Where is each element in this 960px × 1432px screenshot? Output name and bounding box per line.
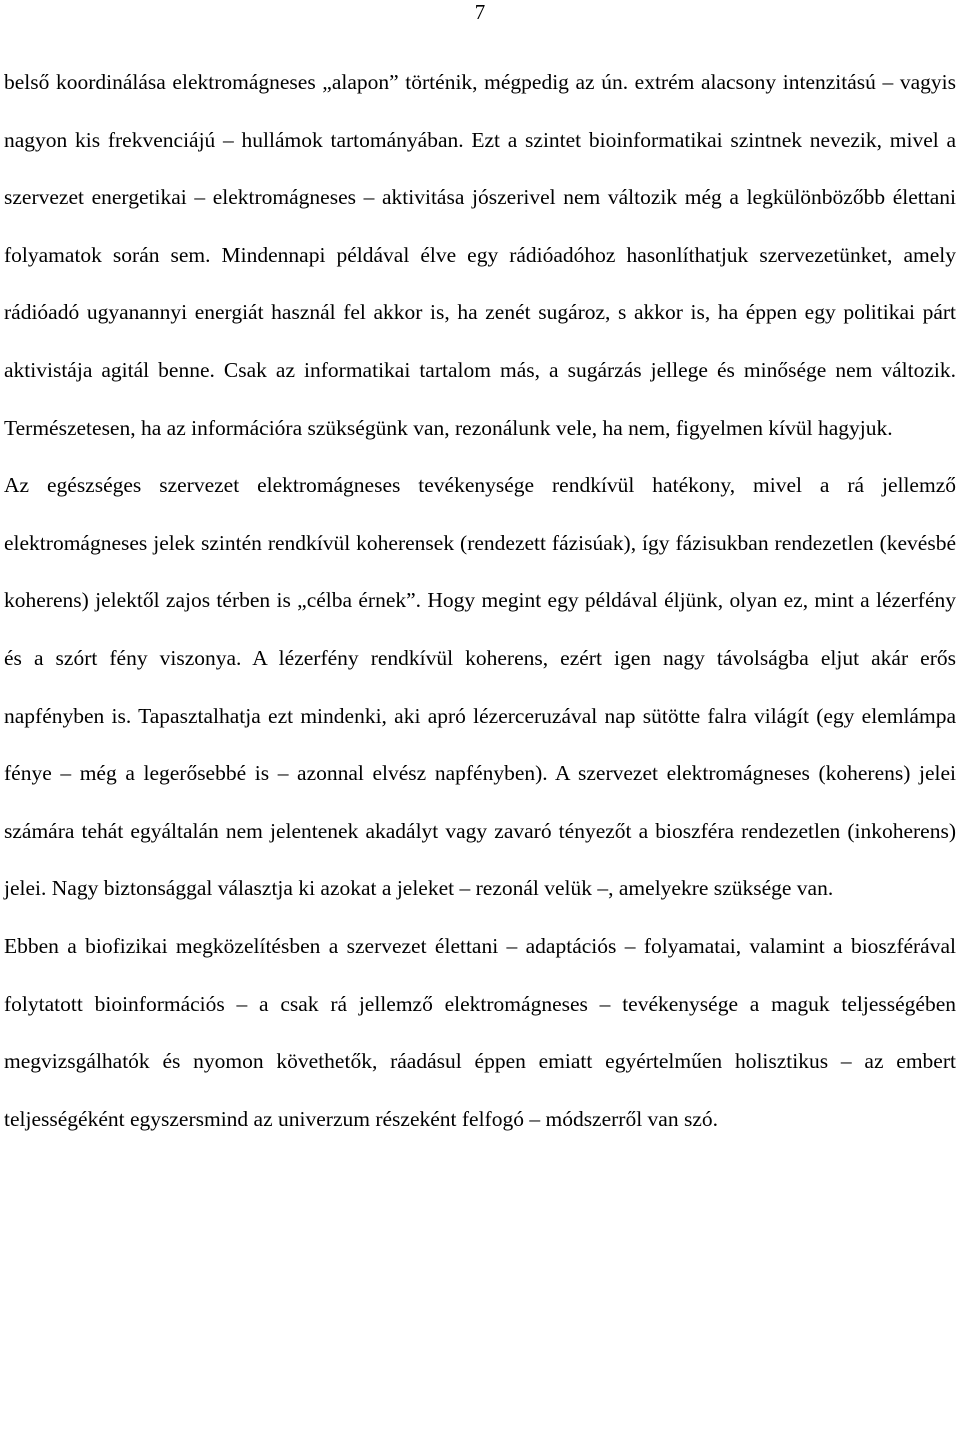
paragraph-3: Ebben a biofizikai megközelítésben a szervezet élettani – adaptációs – folyamatai, valamint a bioszférával folytatott bioinformációs – a csak rá jellemző elektromágneses – tevékenysége a maguk teljességében megvizsgálhatók és nyomon követhetők, ráadásul éppen emiatt egyértelműen holisztikus – az embert teljességéként egyszersmind az univerzum részeként felfogó – módszerről van szó. — [4, 933, 956, 1131]
page-number: 7 — [474, 0, 486, 24]
paragraph-1: belső koordinálása elektromágneses „alapon” történik, mégpedig az ún. extrém alacsony intenzitású – vagyis nagyon kis frekvenciájú – hullámok tartományában. Ezt a szintet bioinformatikai szintnek nevezik, mivel a szervezet energetikai – elektromágneses – aktivitása jószerivel nem változik még a legkülönbözőbb élettani folyamatok során sem. Mindennapi példával élve egy rádióadóhoz hasonlíthatjuk szervezetünket, amely rádióadó ugyanannyi energiát használ fel akkor is, ha zenét sugároz, s akkor is, ha éppen egy politikai párt aktivistája agitál benne. Csak az informatikai tartalom más, a sugárzás jellege és minősége nem változik. Természetesen, ha az információra szükségünk van, rezonálunk vele, ha nem, figyelmen kívül hagyjuk. — [4, 70, 956, 440]
paragraph-2: Az egészséges szervezet elektromágneses tevékenysége rendkívül hatékony, mivel a rá jellemző elektromágneses jelek szintén rendkívül koherensek (rendezett fázisúak), így fázisukban rendezetlen (kevésbé koherens) jelektől zajos térben is „célba érnek”. Hogy megint egy példával éljünk, olyan ez, mint a lézerfény és a szórt fény viszonya. A lézerfény rendkívül koherens, ezért igen nagy távolságba eljut akár erős napfényben is. Tapasztalhatja ezt mindenki, aki apró lézerceruzával nap sütötte falra világít (egy elemlámpa fénye – még a legerősebbé is – azonnal elvész napfényben). A szervezet elektromágneses (koherens) jelei számára tehát egyáltalán nem jelentenek akadályt vagy zavaró tényezőt a bioszféra rendezetlen (inkoherens) jelei. Nagy biztonsággal választja ki azokat a jeleket – rezonál velük –, amelyekre szüksége van. — [4, 473, 956, 901]
body-text — [4, 54, 956, 1148]
